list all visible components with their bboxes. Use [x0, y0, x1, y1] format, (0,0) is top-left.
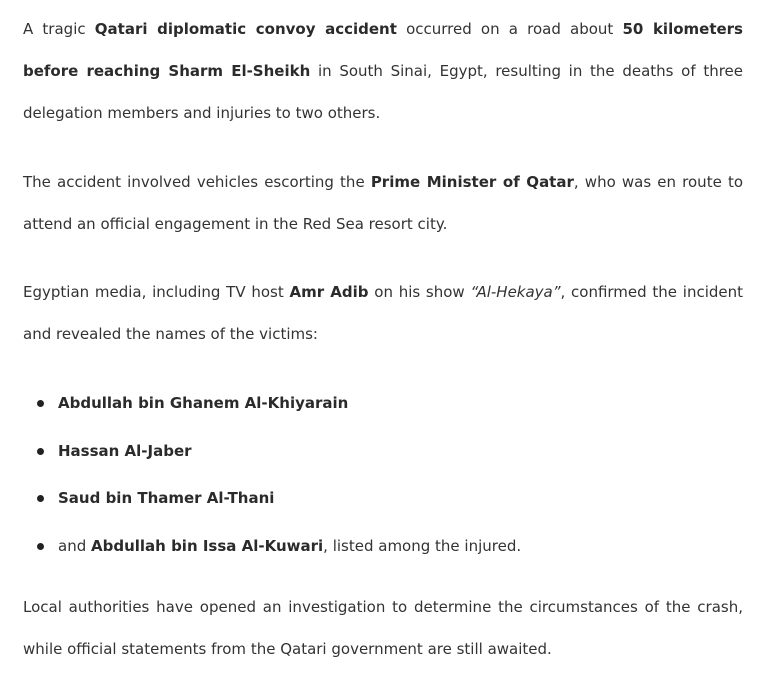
text-segment: Local authorities have opened an investigation to determine the circumstances of the crash, while official statements from the Qatari government are still awaited. — [23, 598, 743, 658]
list-item — [0, 430, 521, 478]
victim-name: Abdullah bin Ghanem Al-Khiyarain — [58, 394, 349, 412]
paragraph-prime-minister — [23, 161, 743, 245]
highlight-tv-host: Amr Adib — [289, 283, 369, 301]
list-item — [0, 477, 521, 525]
highlight-prime-minister: Prime Minister of Qatar — [370, 173, 574, 191]
paragraph-media-report — [23, 271, 743, 355]
paragraph-investigation — [23, 586, 743, 670]
paragraph-accident-summary — [23, 8, 743, 134]
text-segment: occurred on a road about — [396, 20, 623, 38]
bullet-icon — [37, 400, 44, 407]
victims-list — [0, 382, 521, 572]
text-segment: A tragic — [23, 20, 95, 38]
text-segment: , who was en route to attend an official engagement in the Red Sea resort city. — [23, 173, 743, 233]
text-segment: and — [58, 536, 91, 555]
text-segment: , listed among the injured. — [323, 536, 522, 555]
bullet-icon — [37, 448, 44, 455]
text-segment: The accident involved vehicles escorting the — [23, 173, 371, 191]
show-title: “Al-Hekaya” — [470, 283, 561, 301]
victim-name: Hassan Al-Jaber — [58, 441, 192, 460]
list-item — [0, 525, 521, 573]
victim-name: Saud bin Thamer Al-Thani — [58, 489, 275, 507]
text-segment: Egyptian media, including TV host — [23, 283, 290, 301]
list-item — [0, 382, 521, 430]
highlight-location: 50 kilometers before reaching Sharm El-Sheikh — [23, 20, 743, 80]
bullet-icon — [37, 495, 44, 502]
highlight-convoy-accident: Qatari diplomatic convoy accident — [94, 20, 397, 38]
text-segment: on his show — [368, 283, 471, 301]
bullet-icon — [37, 543, 44, 550]
text-segment: in South Sinai, Egypt, resulting in the deaths of three delegation members and injuries to two others. — [23, 62, 744, 122]
text-segment: , confirmed the incident and revealed the names of the victims: — [23, 283, 744, 343]
injured-name: Abdullah bin Issa Al-Kuwari — [91, 536, 324, 555]
